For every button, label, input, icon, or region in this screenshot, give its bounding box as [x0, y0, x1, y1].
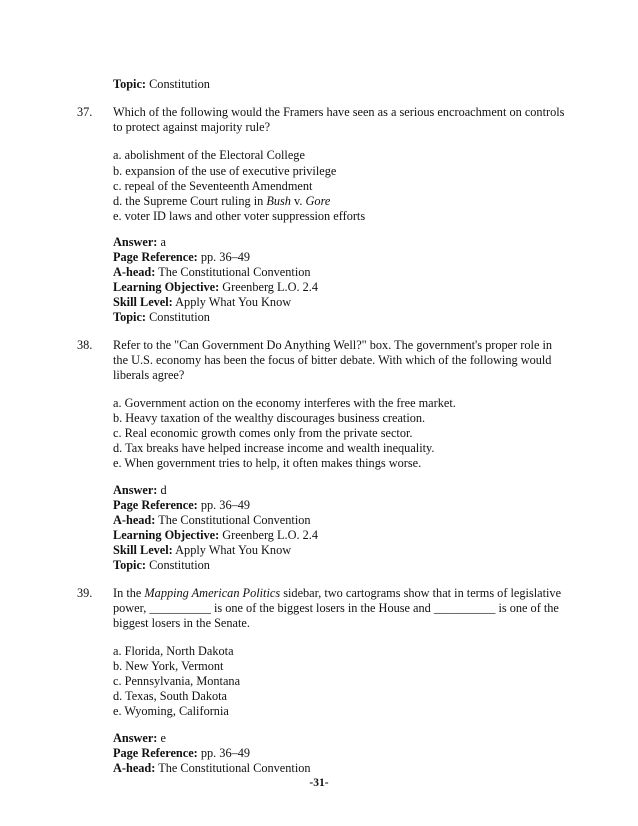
page-reference: Page Reference: pp. 36–49	[113, 746, 251, 760]
question-stem: the U.S. economy has been the focus of bitter debate. With which of the following would	[113, 353, 552, 367]
question-stem: Refer to the "Can Government Do Anything Well?" box. The government's proper role in	[113, 338, 553, 352]
answer-option: a. Florida, North Dakota	[113, 644, 234, 658]
page-reference: Page Reference: pp. 36–49	[113, 498, 251, 512]
a-head: A-head: The Constitutional Convention	[113, 761, 311, 775]
question-stem: liberals agree?	[113, 368, 185, 382]
answer-key: Answer: a	[113, 235, 166, 249]
question-stem: Which of the following would the Framers have seen as a serious encroachment on controls	[113, 105, 565, 119]
answer-option: e. voter ID laws and other voter suppression efforts	[113, 209, 366, 223]
answer-option: d. Tax breaks have helped increase income and wealth inequality.	[113, 441, 435, 455]
topic-line: Topic: Constitution	[113, 310, 210, 324]
question-stem: power, __________ is one of the biggest losers in the House and __________ is one of the	[113, 601, 559, 615]
question-stem: biggest losers in the Senate.	[113, 616, 250, 630]
question-number: 38.	[77, 338, 93, 352]
question-number: 39.	[77, 586, 93, 600]
answer-option: e. Wyoming, California	[113, 704, 229, 718]
skill-level: Skill Level: Apply What You Know	[113, 543, 292, 557]
answer-key: Answer: e	[113, 731, 166, 745]
skill-level: Skill Level: Apply What You Know	[113, 295, 292, 309]
question-stem: to protect against majority rule?	[113, 120, 271, 134]
answer-option: c. repeal of the Seventeenth Amendment	[113, 179, 313, 193]
answer-option: b. expansion of the use of executive privilege	[113, 164, 337, 178]
a-head: A-head: The Constitutional Convention	[113, 513, 311, 527]
learning-objective: Learning Objective: Greenberg L.O. 2.4	[113, 528, 319, 542]
topic-line: Topic: Constitution	[113, 558, 210, 572]
answer-key: Answer: d	[113, 483, 167, 497]
answer-option: d. Texas, South Dakota	[113, 689, 228, 703]
answer-option: b. New York, Vermont	[113, 659, 224, 673]
topic-line: Topic: Constitution	[113, 77, 210, 91]
answer-option: a. abolishment of the Electoral College	[113, 148, 305, 162]
learning-objective: Learning Objective: Greenberg L.O. 2.4	[113, 280, 319, 294]
answer-option: c. Real economic growth comes only from the private sector.	[113, 426, 413, 440]
answer-option: c. Pennsylvania, Montana	[113, 674, 241, 688]
answer-option: e. When government tries to help, it often makes things worse.	[113, 456, 422, 470]
a-head: A-head: The Constitutional Convention	[113, 265, 311, 279]
answer-option: a. Government action on the economy interferes with the free market.	[113, 396, 456, 410]
page-reference: Page Reference: pp. 36–49	[113, 250, 251, 264]
question-stem: In the Mapping American Politics sidebar, two cartograms show that in terms of legislative	[113, 586, 562, 600]
answer-option: b. Heavy taxation of the wealthy discourages business creation.	[113, 411, 426, 425]
answer-option: d. the Supreme Court ruling in Bush v. Gore	[113, 194, 331, 208]
page-number: -31-	[309, 777, 329, 789]
question-number: 37.	[77, 105, 93, 119]
